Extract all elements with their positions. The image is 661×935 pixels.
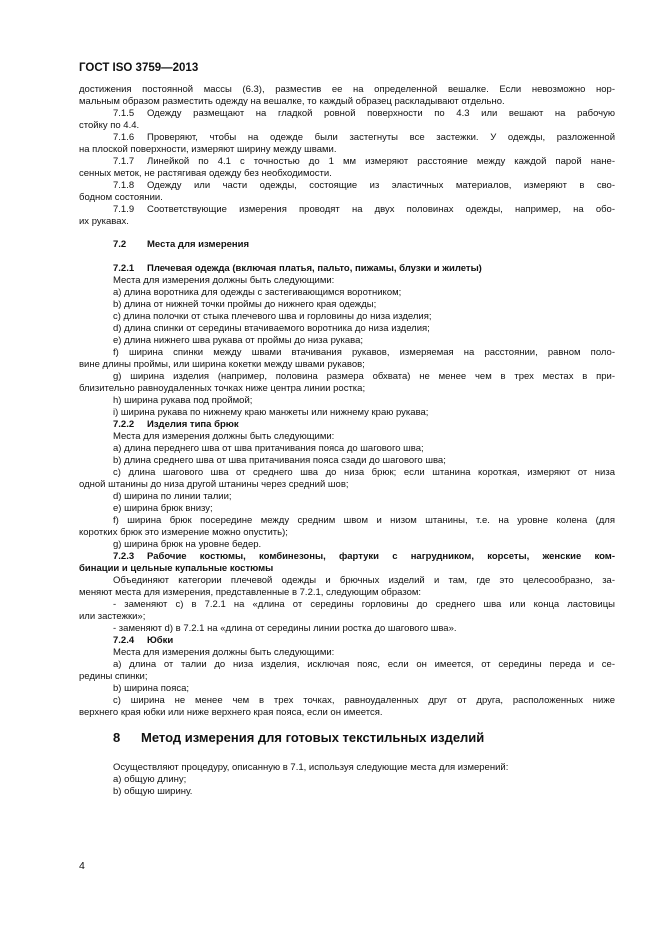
line-text: f) ширина спинки между швами втачивания рукавов, измеряемая на расстоянии, равном поло- <box>113 347 615 358</box>
line-text: Одежду размещают на гладкой ровной поверхности по 4.3 или вешают на рабочую <box>147 108 615 119</box>
section-7-2-body <box>79 263 615 719</box>
text-line <box>79 311 615 323</box>
clause-line <box>79 635 615 647</box>
text-line <box>79 455 615 467</box>
clause-line <box>79 263 615 275</box>
clause-line <box>79 419 615 431</box>
line-text: d) ширина по линии талии; <box>113 491 232 502</box>
clause-number: 7.1.7 <box>113 156 135 167</box>
line-text: c) длина шагового шва от среднего шва до низа брюк; если штанина короткая, измеряют от низа <box>113 467 615 478</box>
text-line <box>79 467 615 479</box>
line-text: стойку по 4.4. <box>79 120 140 131</box>
section-8-number: 8 <box>113 730 121 745</box>
document-body <box>79 84 615 798</box>
text-line <box>79 216 615 228</box>
text-line <box>79 563 615 575</box>
text-line <box>79 647 615 659</box>
clause-number: 7.1.9 <box>113 204 135 215</box>
line-text: g) ширина брюк на уровне бедер. <box>113 539 262 550</box>
line-text: Одежду или части одежды, состоящие из эластичных материалов, измеряют в сво- <box>147 180 615 191</box>
text-line <box>79 611 615 623</box>
text-line <box>79 96 615 108</box>
text-line <box>79 144 615 156</box>
line-text: редины спинки; <box>79 671 148 682</box>
text-line <box>79 383 615 395</box>
text-line <box>79 407 615 419</box>
line-text: d) длина спинки от середины втачиваемого воротника до низа изделия; <box>113 323 430 334</box>
text-line <box>79 323 615 335</box>
line-text: их рукавах. <box>79 216 129 227</box>
text-line <box>79 168 615 180</box>
line-text: Плечевая одежда (включая платья, пальто, пижамы, блузки и жилеты) <box>147 263 482 274</box>
line-text: бодном состоянии. <box>79 192 163 203</box>
line-text: a) длина переднего шва от шва притачивания пояса до шагового шва; <box>113 443 424 454</box>
line-text: достижения постоянной массы (6.3), разместив ее на определенной вешалке. Если невозможно нор- <box>79 84 615 95</box>
text-line <box>79 275 615 287</box>
line-text: h) ширина рукава под проймой; <box>113 395 253 406</box>
text-line <box>79 347 615 359</box>
line-text: - заменяют d) в 7.2.1 на «длина от середины линии ростка до шагового шва». <box>113 623 457 634</box>
line-text: f) ширина брюк посередине между средним швом и низом штанины, т.е. на уровне колена (для <box>113 515 615 526</box>
document-header: ГОСТ ISO 3759—2013 <box>79 62 199 74</box>
line-text: Места для измерения должны быть следующими: <box>113 431 335 442</box>
line-text: на плоской поверхности, измеряют ширину между швами. <box>79 144 337 155</box>
line-text: a) общую длину; <box>113 774 187 785</box>
line-text: Осуществляют процедуру, описанную в 7.1, используя следующие места для измерений: <box>113 762 509 773</box>
clause-line <box>79 551 615 563</box>
section-8-title: Метод измерения для готовых текстильных изделий <box>141 730 485 745</box>
text-line <box>79 120 615 132</box>
text-line <box>79 695 615 707</box>
clause-number: 7.1.6 <box>113 132 135 143</box>
text-line <box>79 659 615 671</box>
text-line <box>79 503 615 515</box>
text-line <box>79 527 615 539</box>
line-text: Изделия типа брюк <box>147 419 239 430</box>
clause-line <box>79 204 615 216</box>
page-number: 4 <box>79 860 85 872</box>
line-text: e) ширина брюк внизу; <box>113 503 213 514</box>
clause-7-1-continuation <box>79 84 615 228</box>
line-text: Проверяют, чтобы на одежде были застегнуты все застежки. У одежды, разложенной <box>147 132 615 143</box>
text-line <box>79 479 615 491</box>
line-text: или застежки»; <box>79 611 146 622</box>
text-line <box>79 359 615 371</box>
text-line <box>79 623 615 635</box>
line-text: Объединяют категории плечевой одежды и брючных изделий и там, где это целесообразно, за- <box>113 575 615 586</box>
line-text: бинации и цельные купальные костюмы <box>79 563 274 574</box>
line-text: b) длина от нижней точки проймы до нижнего края одежды; <box>113 299 377 310</box>
clause-number: 7.2.1 <box>113 263 135 274</box>
line-text: одной штанины до низа другой штанины через средний шов; <box>79 479 349 490</box>
line-text: Линейкой по 4.1 с точностью до 1 мм измеряют расстояние между каждой парой нане- <box>147 156 615 167</box>
line-text: Места для измерения должны быть следующими: <box>113 647 335 658</box>
line-text: a) длина от талии до низа изделия, исключая пояс, если он имеется, от середины переда и се- <box>113 659 615 670</box>
section-7-2-heading <box>79 239 615 251</box>
line-text: g) ширина изделия (например, половина размера обхвата) не менее чем в трех местах в при- <box>113 371 615 382</box>
clause-number: 7.2.4 <box>113 635 135 646</box>
clause-line <box>79 108 615 120</box>
text-line <box>79 371 615 383</box>
section-7-2-number: 7.2 <box>113 239 127 250</box>
line-text: мальным образом разместить одежду на вешалке, то каждый образец раскладывают отдельно. <box>79 96 505 107</box>
clause-line <box>79 156 615 168</box>
section-8-heading <box>79 730 615 746</box>
line-text: i) ширина рукава по нижнему краю манжеты или нижнему краю рукава; <box>113 407 429 418</box>
line-text: верхнего края юбки или ниже верхнего края пояса, если он имеется. <box>79 707 383 718</box>
text-line <box>79 683 615 695</box>
text-line <box>79 707 615 719</box>
text-line <box>79 287 615 299</box>
line-text: b) общую ширину. <box>113 786 193 797</box>
clause-line <box>79 132 615 144</box>
text-line <box>79 774 615 786</box>
section-8-body <box>79 762 615 798</box>
text-line <box>79 599 615 611</box>
text-line <box>79 395 615 407</box>
text-line <box>79 491 615 503</box>
line-text: Юбки <box>147 635 174 646</box>
text-line <box>79 443 615 455</box>
clause-number: 7.2.2 <box>113 419 135 430</box>
text-line <box>79 431 615 443</box>
text-line <box>79 671 615 683</box>
line-text: - заменяют c) в 7.2.1 на «длина от середины горловины до среднего шва или конца ластовицы <box>113 599 615 610</box>
clause-number: 7.1.8 <box>113 180 135 191</box>
line-text: b) длина среднего шва от шва притачивания пояса сзади до шагового шва; <box>113 455 446 466</box>
text-line <box>79 786 615 798</box>
text-line <box>79 587 615 599</box>
clause-number: 7.1.5 <box>113 108 135 119</box>
line-text: сенных меток, не растягивая одежду без необходимости. <box>79 168 332 179</box>
line-text: a) длина воротника для одежды с застегивающимся воротником; <box>113 287 402 298</box>
line-text: c) ширина не менее чем в трех точках, равноудаленных друг от друга, расположенных ниже <box>113 695 615 706</box>
clause-line <box>79 180 615 192</box>
text-line <box>79 299 615 311</box>
line-text: c) длина полочки от стыка плечевого шва и горловины до низа изделия; <box>113 311 432 322</box>
text-line <box>79 192 615 204</box>
line-text: Места для измерения должны быть следующими: <box>113 275 335 286</box>
clause-number: 7.2.3 <box>113 551 135 562</box>
text-line <box>79 539 615 551</box>
line-text: e) длина нижнего шва рукава от проймы до низа рукава; <box>113 335 364 346</box>
line-text: b) ширина пояса; <box>113 683 190 694</box>
text-line <box>79 84 615 96</box>
line-text: меняют места для измерения, представленные в 7.2.1, следующим образом: <box>79 587 422 598</box>
line-text: Рабочие костюмы, комбинезоны, фартуки с нагрудником, корсеты, женские ком- <box>147 551 615 562</box>
line-text: Соответствующие измерения проводят на двух половинах одежды, например, на обо- <box>147 204 615 215</box>
text-line <box>79 515 615 527</box>
text-line <box>79 762 615 774</box>
text-line <box>79 575 615 587</box>
section-7-2-title: Места для измерения <box>147 239 250 250</box>
line-text: вине длины проймы, или ширина кокетки между швами рукавов; <box>79 359 365 370</box>
line-text: близительно равноудаленных точках ниже центра линии ростка; <box>79 383 366 394</box>
text-line <box>79 335 615 347</box>
line-text: коротких брюк это измерение можно опустить); <box>79 527 288 538</box>
